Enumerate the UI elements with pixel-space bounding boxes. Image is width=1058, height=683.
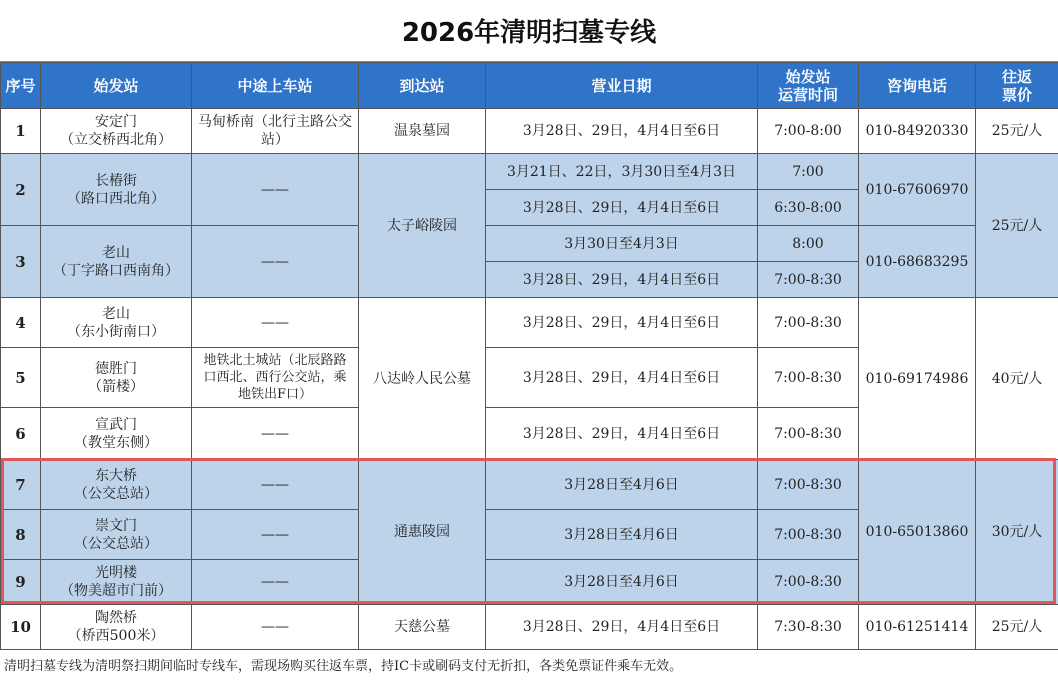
price-cell: 25元/人	[976, 605, 1058, 650]
origin-cell	[41, 109, 192, 154]
origin-name: 安定门	[95, 114, 137, 130]
footer-note: 清明扫墓专线为清明祭扫期间临时专线车，需现场购买往返车票，持IC卡或刷码支付无折扣，各类免票证件乘车无效。	[4, 659, 683, 674]
phone-cell: 010-65013860	[859, 460, 976, 605]
row-seq: 8	[1, 510, 41, 560]
midway-cell: ——	[192, 510, 359, 560]
schedule-table	[0, 62, 1058, 650]
destination-cell: 太子峪陵园	[359, 154, 486, 298]
origin-cell	[41, 605, 192, 650]
time-cell: 7:00	[758, 154, 859, 190]
dates-cell: 3月28日、29日，4月4日至6日	[486, 298, 758, 348]
origin-name: 德胜门	[95, 360, 137, 377]
header-time	[758, 63, 859, 109]
origin-detail: （公交总站）	[74, 485, 158, 502]
row-seq: 9	[1, 560, 41, 605]
time-cell: 7:00-8:00	[758, 109, 859, 154]
phone-cell: 010-61251414	[859, 605, 976, 650]
table-row	[1, 298, 1058, 348]
table-row	[1, 460, 1058, 510]
origin-name: 崇文门	[95, 517, 137, 534]
header-dates: 营业日期	[486, 63, 758, 109]
origin-detail: （桥西500米）	[67, 628, 165, 644]
origin-detail: （东小街南口）	[67, 323, 165, 340]
header-price	[976, 63, 1058, 109]
midway-cell: ——	[192, 298, 359, 348]
midway-cell: ——	[192, 408, 359, 460]
time-cell: 7:30-8:30	[758, 605, 859, 650]
phone-cell: 010-84920330	[859, 109, 976, 154]
table-row	[1, 109, 1058, 154]
header-seq: 序号	[1, 63, 41, 109]
destination-cell: 八达岭人民公墓	[359, 298, 486, 460]
origin-cell	[41, 510, 192, 560]
header-time-line2: 运营时间	[777, 85, 838, 104]
header-time-line1: 始发站	[785, 67, 831, 86]
origin-name: 老山	[102, 305, 130, 322]
time-cell: 7:00-8:30	[758, 348, 859, 408]
origin-detail: （教堂东侧）	[74, 434, 158, 451]
time-cell: 7:00-8:30	[758, 560, 859, 605]
origin-cell	[41, 154, 192, 226]
origin-cell	[41, 460, 192, 510]
table-row	[1, 605, 1058, 650]
row-seq: 10	[1, 605, 41, 650]
midway-cell: ——	[192, 460, 359, 510]
table-row	[1, 226, 1058, 262]
table-header-row	[1, 63, 1058, 109]
dates-cell: 3月28日、29日，4月4日至6日	[486, 605, 758, 650]
dates-cell: 3月28日、29日，4月4日至6日	[486, 190, 758, 226]
origin-name: 老山	[102, 244, 130, 261]
dates-cell: 3月28日至4月6日	[486, 460, 758, 510]
header-origin: 始发站	[41, 63, 192, 109]
midway-cell: ——	[192, 560, 359, 605]
midway-cell: ——	[192, 226, 359, 298]
row-seq: 2	[1, 154, 41, 226]
header-price-line2: 票价	[1001, 85, 1032, 104]
price-cell: 25元/人	[976, 154, 1058, 298]
origin-cell	[41, 408, 192, 460]
header-destination: 到达站	[359, 63, 486, 109]
origin-detail: （丁字路口西南角）	[53, 262, 179, 279]
origin-name: 东大桥	[95, 467, 137, 484]
time-cell: 8:00	[758, 226, 859, 262]
time-cell: 7:00-8:30	[758, 298, 859, 348]
dates-cell: 3月28日、29日，4月4日至6日	[486, 348, 758, 408]
phone-cell: 010-68683295	[859, 226, 976, 298]
dates-cell: 3月28日至4月6日	[486, 560, 758, 605]
header-phone: 咨询电话	[859, 63, 976, 109]
row-seq: 4	[1, 298, 41, 348]
time-cell: 7:00-8:30	[758, 510, 859, 560]
page-title: 2026年清明扫墓专线	[0, 0, 1058, 62]
phone-cell: 010-69174986	[859, 298, 976, 460]
origin-cell	[41, 348, 192, 408]
row-seq: 3	[1, 226, 41, 298]
table-row	[1, 154, 1058, 190]
header-midway: 中途上车站	[192, 63, 359, 109]
destination-cell: 天慈公墓	[359, 605, 486, 650]
dates-cell: 3月28日、29日，4月4日至6日	[486, 408, 758, 460]
midway-cell: ——	[192, 605, 359, 650]
origin-cell	[41, 560, 192, 605]
origin-name: 宣武门	[95, 416, 137, 433]
origin-detail: （路口西北角）	[67, 190, 165, 207]
time-cell: 7:00-8:30	[758, 408, 859, 460]
dates-cell: 3月28日、29日，4月4日至6日	[486, 262, 758, 298]
origin-name: 长椿街	[95, 172, 137, 189]
price-cell: 30元/人	[976, 460, 1058, 605]
dates-cell: 3月28日至4月6日	[486, 510, 758, 560]
origin-cell	[41, 298, 192, 348]
origin-detail: （物美超市门前）	[60, 583, 172, 599]
row-seq: 6	[1, 408, 41, 460]
time-cell: 6:30-8:00	[758, 190, 859, 226]
origin-name: 光明楼	[95, 565, 137, 581]
row-seq: 7	[1, 460, 41, 510]
origin-cell	[41, 226, 192, 298]
row-seq: 1	[1, 109, 41, 154]
header-price-line1: 往返	[1001, 67, 1032, 86]
time-cell: 7:00-8:30	[758, 460, 859, 510]
dates-cell: 3月21日、22日，3月30日至4月3日	[486, 154, 758, 190]
midway-cell: 马甸桥南（北行主路公交站）	[192, 109, 359, 154]
price-cell: 40元/人	[976, 298, 1058, 460]
time-cell: 7:00-8:30	[758, 262, 859, 298]
row-seq: 5	[1, 348, 41, 408]
origin-name: 陶然桥	[95, 610, 137, 626]
phone-cell: 010-67606970	[859, 154, 976, 226]
destination-cell: 通惠陵园	[359, 460, 486, 605]
origin-detail: （公交总站）	[74, 535, 158, 552]
midway-cell: 地铁北土城站（北辰路路口西北、西行公交站，乘地铁出F口）	[192, 348, 359, 408]
origin-detail: （立交桥西北角）	[60, 132, 172, 148]
origin-detail: （箭楼）	[88, 378, 144, 395]
midway-cell: ——	[192, 154, 359, 226]
price-cell: 25元/人	[976, 109, 1058, 154]
dates-cell: 3月30日至4月3日	[486, 226, 758, 262]
destination-cell: 温泉墓园	[359, 109, 486, 154]
dates-cell: 3月28日、29日，4月4日至6日	[486, 109, 758, 154]
